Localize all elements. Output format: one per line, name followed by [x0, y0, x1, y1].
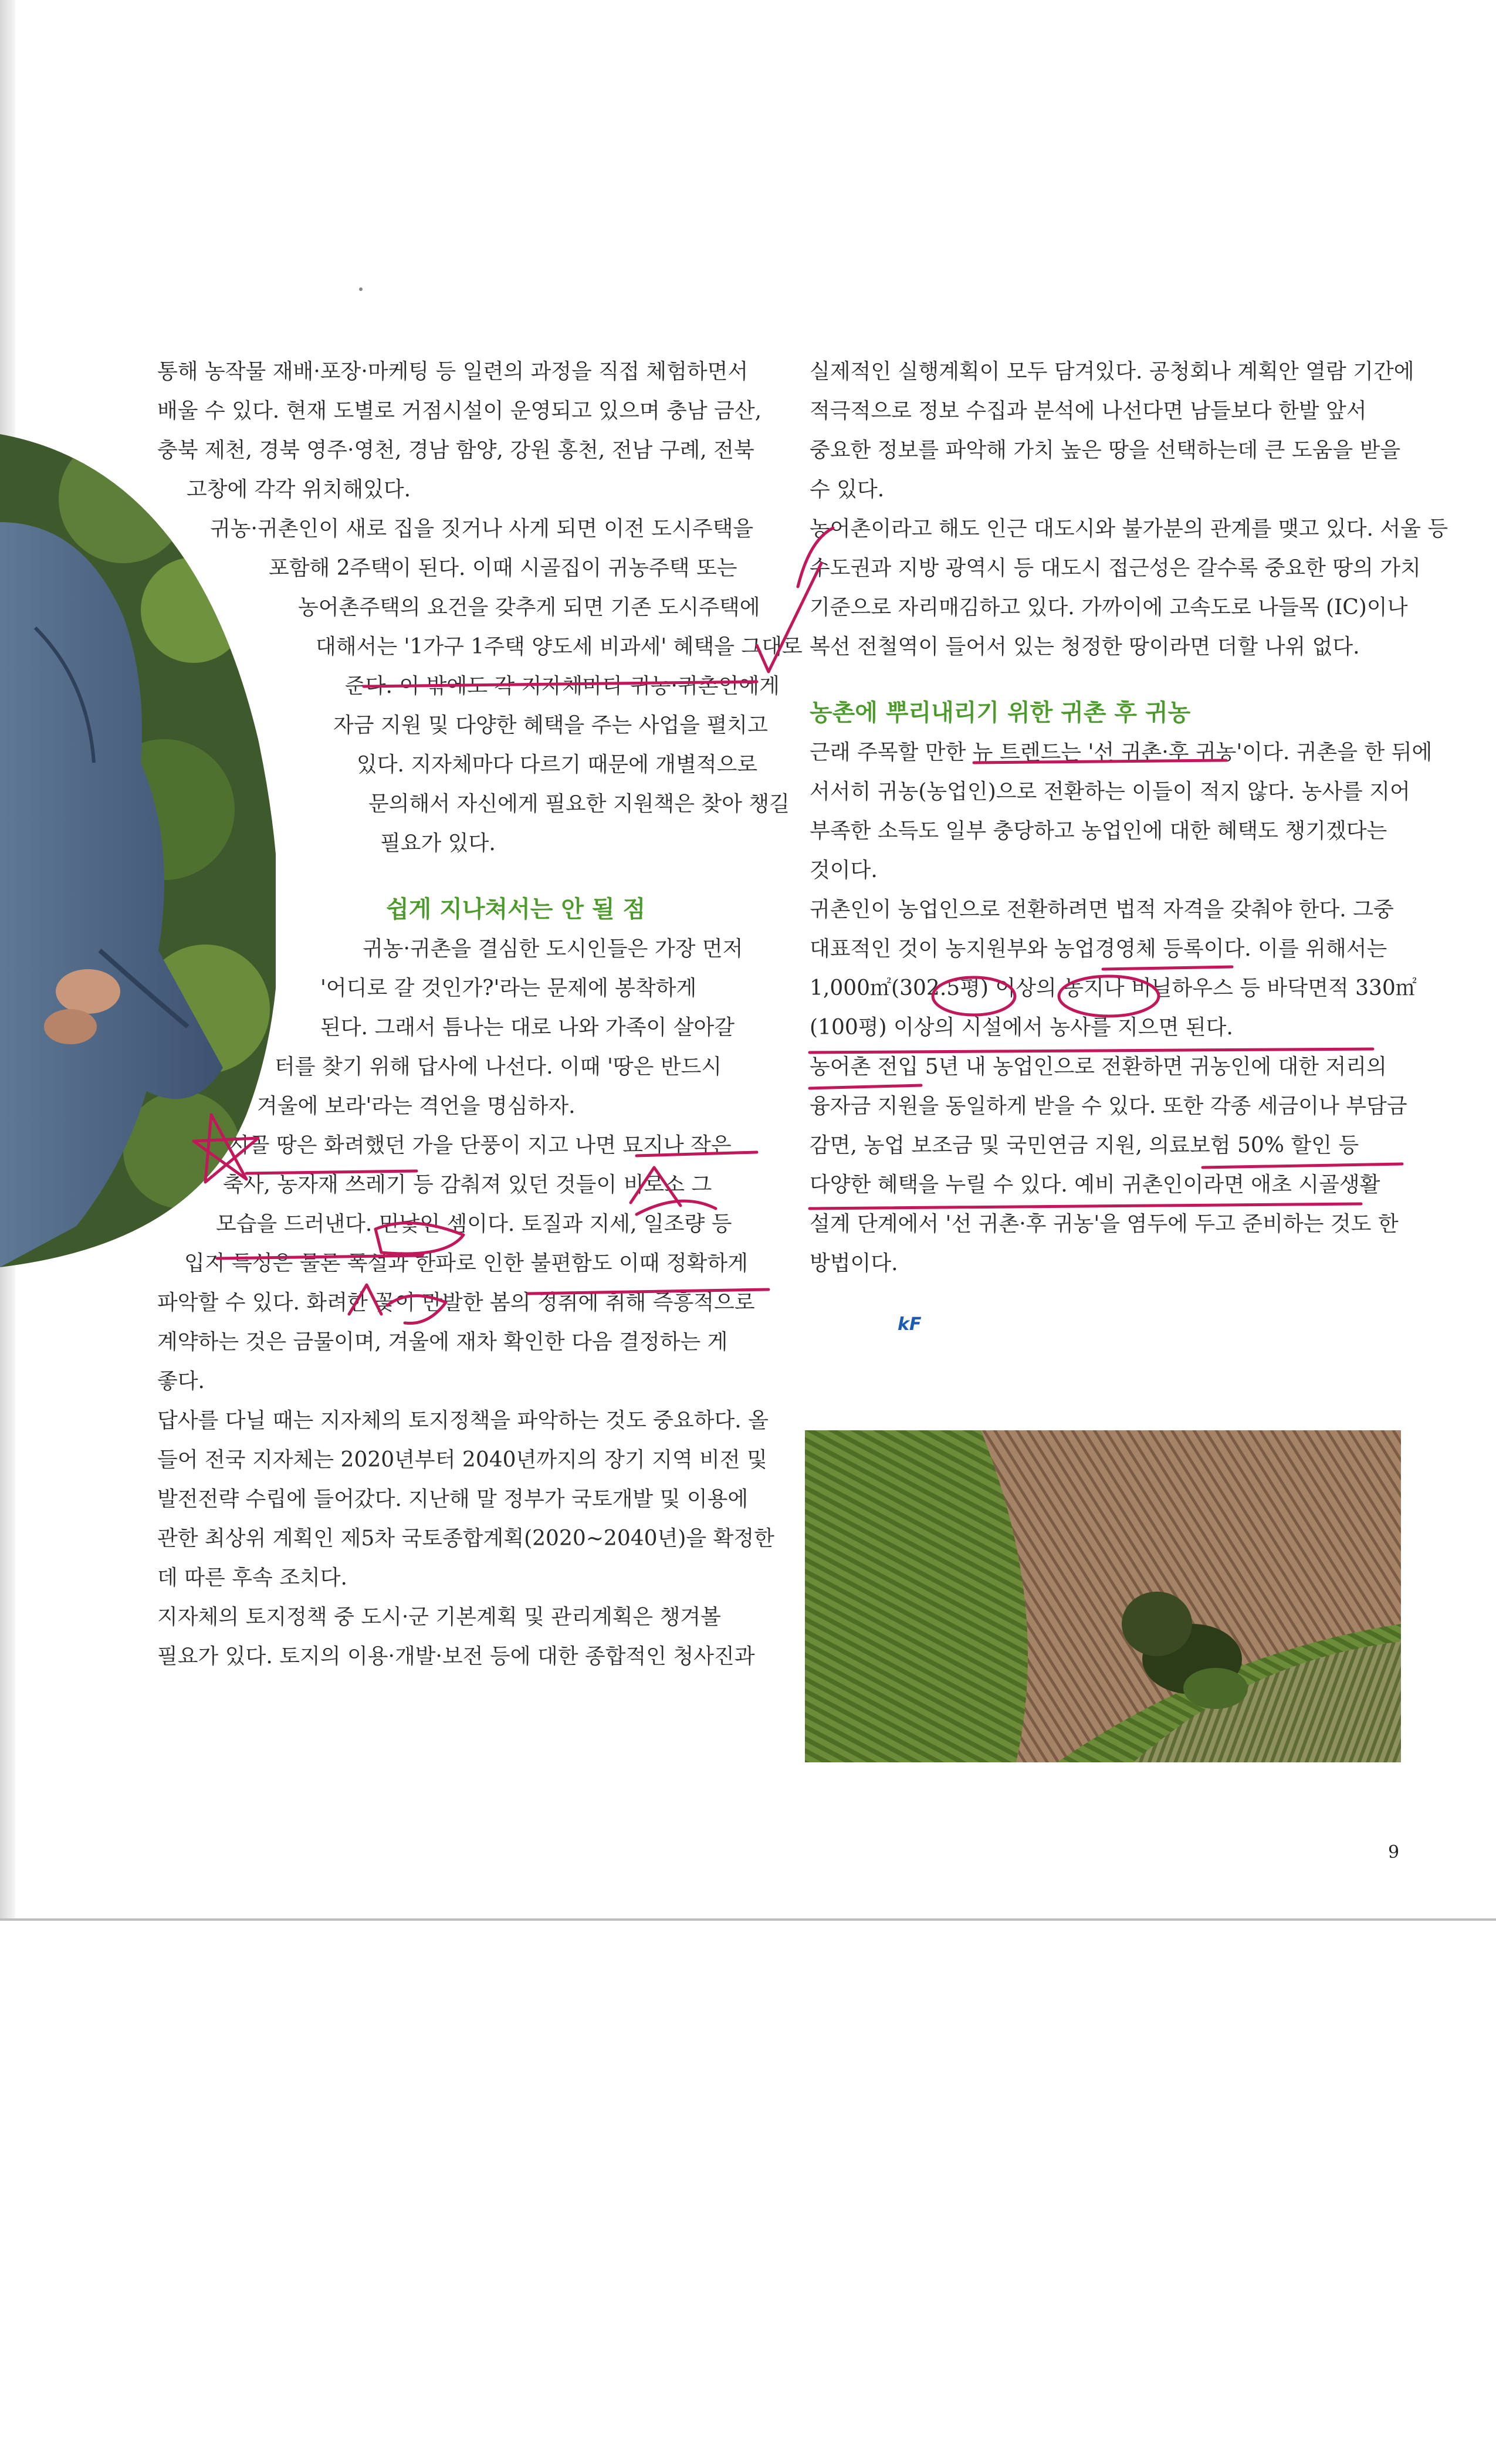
- text-line: 적극적으로 정보 수집과 분석에 나선다면 남들보다 한발 앞서: [810, 399, 1367, 423]
- text-line: 농어촌이라고 해도 인근 대도시와 불가분의 관계를 맺고 있다. 서울 등: [810, 517, 1448, 541]
- text-line: 답사를 다닐 때는 지자체의 토지정책을 파악하는 것도 중요하다. 올: [157, 1409, 769, 1433]
- text-line: 문의해서 자신에게 필요한 지원책은 찾아 챙길: [368, 792, 790, 816]
- text-line: 들어 전국 지자체는 2020년부터 2040년까지의 장기 지역 비전 및: [157, 1448, 767, 1472]
- text-line: 충북 제천, 경북 영주·영천, 경남 함양, 강원 홍천, 전남 구례, 전북: [157, 438, 754, 462]
- text-line: 축사, 농자재 쓰레기 등 감춰져 있던 것들이 비로소 그: [223, 1173, 712, 1197]
- text-line: 관한 최상위 계획인 제5차 국토종합계획(2020~2040년)을 확정한: [157, 1527, 774, 1551]
- field-photo: [805, 1430, 1401, 1762]
- text-line: 시골 땅은 화려했던 가을 단풍이 지고 나면 묘지나 작은: [229, 1133, 732, 1157]
- text-line: 필요가 있다.: [380, 831, 496, 855]
- kf-logo: kF: [898, 1314, 922, 1335]
- section-heading: 농촌에 뿌리내리기 위한 귀촌 후 귀농: [810, 699, 1191, 726]
- text-line: '어디로 갈 것인가?'라는 문제에 봉착하게: [320, 976, 697, 1000]
- print-speck: [359, 287, 363, 291]
- text-line: 모습을 드러낸다. 민낯인 셈이다. 토질과 지세, 일조량 등: [216, 1212, 732, 1236]
- text-line: 된다. 그래서 틈나는 대로 나와 가족이 살아갈: [320, 1016, 735, 1040]
- text-line: 방법이다.: [810, 1251, 898, 1275]
- text-line: 대해서는 '1가구 1주택 양도세 비과세' 혜택을 그대로: [316, 635, 803, 659]
- text-line: 다양한 혜택을 누릴 수 있다. 예비 귀촌인이라면 애초 시골생활: [810, 1173, 1380, 1197]
- text-line: 실제적인 실행계획이 모두 담겨있다. 공청회나 계획안 열람 기간에: [810, 360, 1414, 384]
- text-line: 서서히 귀농(농업인)으로 전환하는 이들이 적지 않다. 농사를 지어: [810, 780, 1410, 804]
- text-line: 근래 주목할 만한 뉴 트렌드는 '선 귀촌·후 귀농'이다. 귀촌을 한 뒤에: [810, 740, 1433, 764]
- text-line: 대표적인 것이 농지원부와 농업경영체 등록이다. 이를 위해서는: [810, 937, 1387, 961]
- text-line: 중요한 정보를 파악해 가치 높은 땅을 선택하는데 큰 도움을 받을: [810, 438, 1401, 462]
- text-line: 감면, 농업 보조금 및 국민연금 지원, 의료보험 50% 할인 등: [810, 1133, 1359, 1157]
- text-line: 1,000㎡(302.5평) 이상의 농지나 비닐하우스 등 바닥면적 330㎡: [810, 976, 1417, 1000]
- text-line: 발전전략 수립에 들어갔다. 지난해 말 정부가 국토개발 및 이용에: [157, 1487, 749, 1511]
- text-line: 복선 전철역이 들어서 있는 청정한 땅이라면 더할 나위 없다.: [810, 635, 1360, 659]
- text-line: 수 있다.: [810, 478, 885, 502]
- text-line: 융자금 지원을 동일하게 받을 수 있다. 또한 각종 세금이나 부담금: [810, 1094, 1407, 1118]
- text-line: 준다. 이 밖에도 각 지자체마다 귀농·귀촌인에게: [345, 674, 780, 698]
- text-line: 설계 단계에서 '선 귀촌·후 귀농'을 염두에 두고 준비하는 것도 한: [810, 1212, 1399, 1236]
- section-heading: 쉽게 지나쳐서는 안 될 점: [386, 896, 646, 923]
- page-number: 9: [1388, 1842, 1400, 1863]
- left-column: [157, 352, 803, 1676]
- text-line: 배울 수 있다. 현재 도별로 거점시설이 운영되고 있으며 충남 금산,: [157, 399, 762, 423]
- text-line: 포함해 2주택이 된다. 이때 시골집이 귀농주택 또는: [269, 556, 737, 580]
- text-line: 수도권과 지방 광역시 등 대도시 접근성은 갈수록 중요한 땅의 가치: [810, 556, 1421, 580]
- text-line: 부족한 소득도 일부 충당하고 농업인에 대한 혜택도 챙기겠다는: [810, 819, 1387, 843]
- text-line: 겨울에 보라'라는 격언을 명심하자.: [257, 1094, 576, 1118]
- text-line: 귀촌인이 농업인으로 전환하려면 법적 자격을 갖춰야 한다. 그중: [810, 898, 1394, 922]
- text-line: 고창에 각각 위치해있다.: [187, 478, 411, 502]
- text-line: 입지 특성은 물론 폭설과 한파로 인한 불편함도 이때 정확하게: [184, 1251, 748, 1275]
- text-line: 기준으로 자리매김하고 있다. 가까이에 고속도로 나들목 (IC)이나: [810, 595, 1408, 620]
- text-line: 농어촌 전입 5년 내 농업인으로 전환하면 귀농인에 대한 저리의: [810, 1055, 1387, 1079]
- text-line: 귀농·귀촌인이 새로 집을 짓거나 사게 되면 이전 도시주택을: [210, 517, 754, 541]
- text-line: 필요가 있다. 토지의 이용·개발·보전 등에 대한 종합적인 청사진과: [157, 1644, 755, 1668]
- text-line: 귀농·귀촌을 결심한 도시인들은 가장 먼저: [363, 937, 743, 961]
- text-line: 계약하는 것은 금물이며, 겨울에 재차 확인한 다음 결정하는 게: [157, 1330, 728, 1354]
- text-line: 있다. 지자체마다 다르기 때문에 개별적으로: [357, 753, 758, 777]
- text-line: 좋다.: [157, 1369, 205, 1393]
- text-line: 농어촌주택의 요건을 갖추게 되면 기존 도시주택에: [298, 595, 760, 620]
- text-line: 터를 찾기 위해 답사에 나선다. 이때 '땅은 반드시: [275, 1055, 722, 1079]
- text-line: 자금 지원 및 다양한 혜택을 주는 사업을 펼치고: [333, 713, 768, 737]
- text-line: 파악할 수 있다. 화려한 꽃이 만발한 봄의 정취에 취해 즉흥적으로: [157, 1291, 755, 1315]
- text-line: (100평) 이상의 시설에서 농사를 지으면 된다.: [810, 1016, 1233, 1040]
- text-line: 것이다.: [810, 858, 878, 882]
- text-line: 데 따른 후속 조치다.: [157, 1566, 347, 1590]
- text-line: 지자체의 토지정책 중 도시·군 기본계획 및 관리계획은 챙겨볼: [157, 1605, 721, 1629]
- text-line: 통해 농작물 재배·포장·마케팅 등 일련의 과정을 직접 체험하면서: [157, 360, 749, 384]
- right-column: [810, 352, 1448, 1283]
